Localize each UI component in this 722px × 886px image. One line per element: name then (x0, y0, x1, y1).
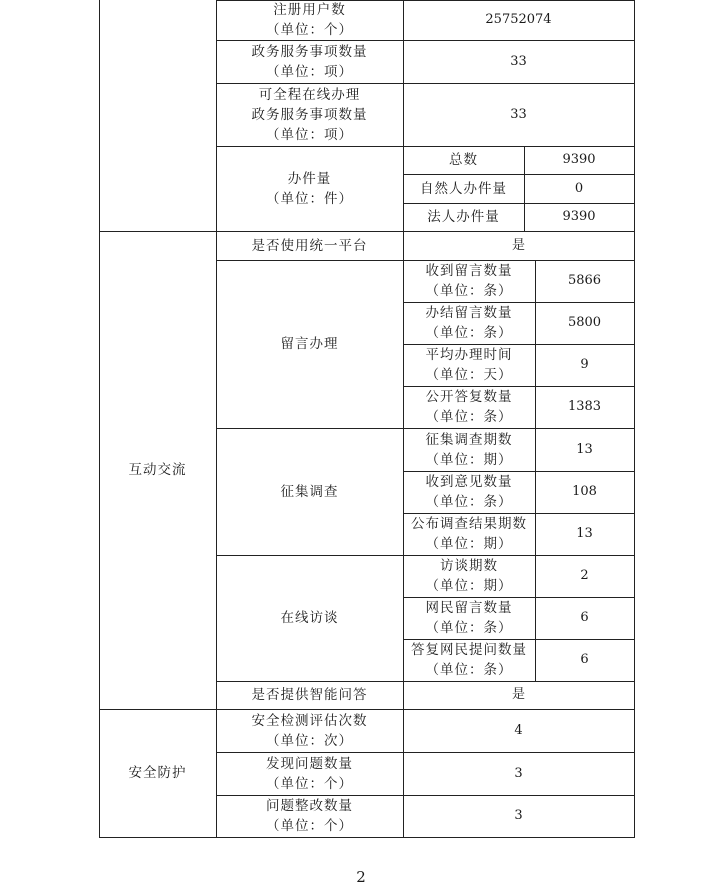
item-label (216, 795, 403, 837)
sub-label-text: （单位：期） (425, 578, 513, 594)
item-value: 3 (514, 765, 523, 781)
sub-value: 9390 (562, 209, 596, 224)
sub-label-text: 公布调查结果期数 (411, 516, 527, 532)
item-label-text: （单位：个） (266, 22, 353, 38)
item-label-text: 在线访谈 (280, 610, 339, 626)
sub-label (403, 555, 535, 597)
item-label-text: 政务服务事项数量 (251, 43, 368, 60)
page-number: 2 (356, 868, 366, 886)
item-label-text: 可全程在线办理 (258, 86, 361, 103)
item-value: 3 (514, 808, 523, 823)
group-label: 安全防护 (128, 765, 187, 781)
sub-label-text: 总数 (449, 152, 478, 168)
sub-label-text: （单位：条） (425, 662, 513, 678)
sub-value: 9390 (562, 152, 596, 167)
item-label-text: 征集调查 (280, 483, 339, 500)
sub-value: 1383 (567, 399, 602, 414)
sub-label (403, 471, 535, 513)
sub-label-text: （单位：条） (425, 494, 513, 510)
item-label (216, 40, 403, 83)
sub-label-text: 收到留言数量 (425, 263, 513, 279)
sub-label (403, 344, 535, 386)
item-label-text: （单位：个） (266, 818, 353, 834)
sub-value: 6 (580, 652, 589, 667)
sub-value: 9 (580, 357, 589, 372)
sub-label-text: 网民留言数量 (425, 600, 513, 616)
sub-label (403, 386, 535, 428)
item-label-text: 办件量 (287, 170, 332, 187)
sub-label (403, 428, 535, 471)
sub-label-text: （单位：天） (425, 367, 513, 383)
sub-label (403, 513, 535, 555)
sub-label-text: 自然人办件量 (420, 180, 507, 197)
sub-value: 2 (580, 568, 589, 583)
item-label (216, 231, 403, 260)
sub-label-text: （单位：条） (425, 325, 513, 341)
sub-label-text: （单位：条） (425, 283, 513, 299)
sub-label-text: 公开答复数量 (425, 389, 513, 405)
item-label-text: （单位：个） (266, 775, 353, 792)
sub-label-text: （单位：条） (425, 620, 513, 636)
item-label-text: 是否使用统一平台 (251, 237, 368, 254)
sub-value: 13 (576, 526, 593, 541)
sub-value: 13 (576, 441, 593, 457)
sub-value: 0 (574, 180, 584, 196)
sub-label-text: 答复网民提问数量 (411, 642, 527, 658)
sub-label-text: 办结留言数量 (425, 305, 513, 321)
sub-label (403, 597, 535, 639)
sub-label-text: 征集调查期数 (425, 431, 513, 448)
item-value: 33 (510, 106, 527, 122)
item-value: 33 (510, 53, 527, 69)
item-label (216, 752, 403, 795)
item-label-text: 问题整改数量 (266, 798, 353, 814)
sub-value: 5866 (567, 273, 602, 288)
item-label-text: 发现问题数量 (266, 755, 353, 772)
sub-label-text: 访谈期数 (440, 558, 498, 574)
sub-value: 5800 (567, 315, 602, 330)
item-label (216, 146, 403, 231)
grid-line (634, 0, 635, 838)
item-label-text: （单位：项） (266, 63, 353, 80)
sub-value: 108 (572, 484, 597, 499)
item-value: 是 (511, 687, 525, 702)
sub-label-text: （单位：期） (425, 451, 513, 468)
group-label: 互动交流 (128, 462, 187, 478)
sub-label-text: （单位：期） (425, 536, 513, 552)
sub-label (403, 260, 535, 302)
item-label-text: 注册用户数 (273, 2, 346, 18)
item-label-text: 政务服务事项数量 (251, 106, 368, 123)
item-label-text: （单位：次） (266, 732, 353, 749)
item-label (216, 555, 403, 681)
sub-label (403, 639, 535, 681)
item-label-text: 留言办理 (280, 336, 339, 352)
sub-label (403, 203, 524, 231)
item-label (216, 0, 403, 40)
item-value: 是 (511, 237, 525, 253)
item-value: 4 (514, 722, 523, 738)
item-label-text: （单位：项） (266, 126, 353, 143)
item-label (216, 681, 403, 709)
sub-label-text: 收到意见数量 (425, 474, 513, 490)
item-label (216, 260, 403, 428)
sub-label (403, 146, 524, 174)
item-value: 25752074 (485, 12, 552, 27)
item-label (216, 428, 403, 555)
item-label-text: 安全检测评估次数 (251, 712, 368, 729)
item-label-text: （单位：件） (266, 190, 353, 207)
grid-line (99, 837, 635, 838)
sub-label-text: 平均办理时间 (425, 347, 513, 363)
sub-value: 6 (580, 610, 589, 625)
item-label (216, 709, 403, 752)
sub-label (403, 302, 535, 344)
item-label (216, 83, 403, 146)
sub-label-text: （单位：条） (425, 409, 513, 425)
item-label-text: 是否提供智能问答 (251, 687, 368, 703)
sub-label-text: 法人办件量 (427, 209, 500, 225)
sub-label (403, 174, 524, 203)
